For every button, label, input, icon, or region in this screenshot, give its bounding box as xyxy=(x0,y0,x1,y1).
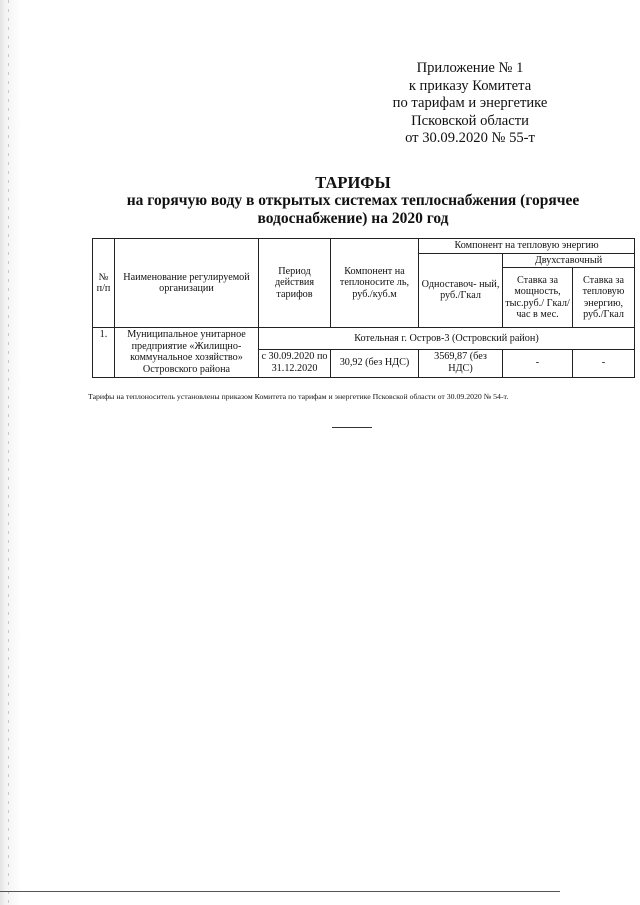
header-energy-rate: Ставка за тепловую энергию, руб./Гкал xyxy=(573,268,635,328)
title-subline: водоснабжение) на 2020 год xyxy=(257,210,449,227)
header-one-part: Одноставоч- ный, руб./Гкал xyxy=(419,253,503,328)
scan-bottom-edge xyxy=(0,891,560,892)
end-dash xyxy=(332,427,372,428)
header-period: Период действия тарифов xyxy=(259,239,331,328)
title-subline: на горячую воду в открытых системах теплоснабжения (горячее xyxy=(126,192,580,209)
row-org: Муниципальное унитарное предприятие «Жилищно-коммунальное хозяйство» Островского района xyxy=(115,328,259,377)
appendix-line: Приложение № 1 xyxy=(416,60,524,76)
row-one-part: 3569,87 (без НДС) xyxy=(419,349,503,377)
row-boiler: Котельная г. Остров-3 (Островский район) xyxy=(259,328,635,349)
appendix-line: от 30.09.2020 № 55-т xyxy=(405,130,535,146)
header-two-part: Двухставочный xyxy=(503,253,635,268)
row-energy-rate: - xyxy=(573,349,635,377)
header-capacity-rate: Ставка за мощность, тыс.руб./ Гкал/час в мес. xyxy=(503,268,573,328)
appendix-line: по тарифам и энергетике xyxy=(392,95,548,111)
document-title xyxy=(120,174,586,228)
header-thermal-group: Компонент на тепловую энергию xyxy=(419,239,635,254)
header-num: № п/п xyxy=(93,239,115,328)
scan-edge-shadow xyxy=(0,0,22,905)
row-capacity-rate: - xyxy=(503,349,573,377)
title-main: ТАРИФЫ xyxy=(315,173,391,192)
header-org: Наименование регулируемой организации xyxy=(115,239,259,328)
appendix-header xyxy=(360,60,580,148)
appendix-line: Псковской области xyxy=(411,112,529,129)
row-period: с 30.09.2020 по 31.12.2020 xyxy=(259,349,331,377)
appendix-line: к приказу Комитета xyxy=(408,77,532,94)
row-coolant: 30,92 (без НДС) xyxy=(331,349,419,377)
row-num: 1. xyxy=(93,328,115,377)
tariff-table xyxy=(92,238,635,378)
header-coolant: Компонент на теплоносите ль, руб./куб.м xyxy=(331,239,419,328)
footnote: Тарифы на теплоноситель установлены приказом Комитета по тарифам и энергетике Псковской области от 30.09.2020 № 54-т. xyxy=(88,392,509,401)
